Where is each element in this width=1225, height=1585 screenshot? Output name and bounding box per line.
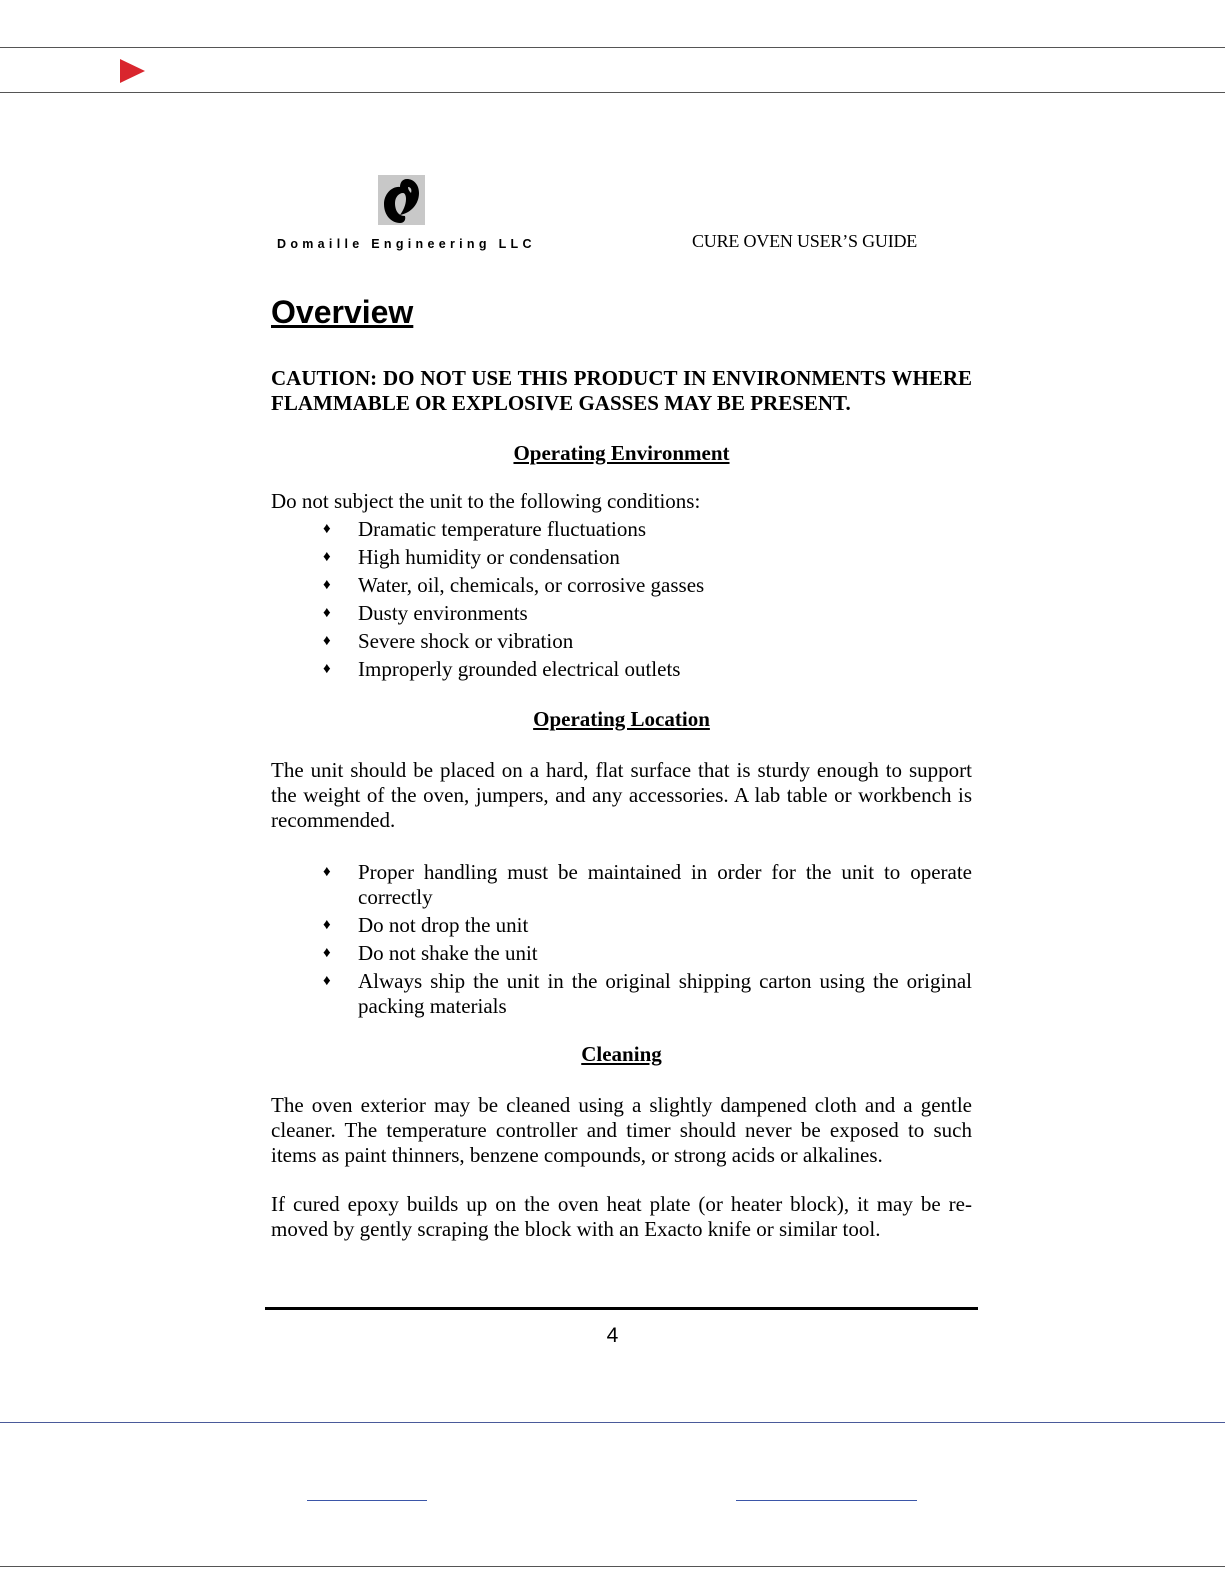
top-rule-lower (0, 92, 1225, 93)
caution-notice: CAUTION: DO NOT USE THIS PRODUCT IN ENVIRONMENTS WHERE FLAMMABLE OR EXPLOSIVE GASSES MAY BE PRESENT. (271, 366, 972, 415)
page-title: Overview (271, 294, 414, 330)
cleaning-paragraph: If cured epoxy builds up on the oven heat plate (or heater block), it may be re-moved by gently scraping the block with an Exacto knife or similar tool. (271, 1192, 972, 1241)
list-item: ♦ Improperly grounded electrical outlets (323, 657, 681, 681)
diamond-bullet-icon: ♦ (323, 521, 331, 537)
diamond-bullet-icon: ♦ (323, 633, 331, 649)
list-item: ♦ Do not drop the unit (323, 913, 529, 937)
footer-rule (265, 1307, 978, 1310)
page-number: 4 (606, 1324, 619, 1347)
diamond-bullet-icon: ♦ (323, 945, 331, 961)
list-item: ♦ Dramatic temperature fluctuations (323, 517, 647, 541)
play-arrow-icon[interactable] (120, 59, 145, 83)
diamond-bullet-icon: ♦ (323, 973, 331, 989)
conditions-list (271, 517, 972, 682)
list-item: ♦ Water, oil, chemicals, or corrosive gasses (323, 573, 705, 597)
list-item: ♦ Always ship the unit in the original shipping carton using the original packing materials (323, 969, 972, 1018)
list-item: ♦ Do not shake the unit (323, 941, 538, 965)
bottom-rule (0, 1566, 1225, 1567)
section-intro: The unit should be placed on a hard, flat surface that is sturdy enough to support the weight of the oven, jumpers, and any accessories. A lab table or workbench is recommended. (271, 758, 972, 832)
top-rule (0, 47, 1225, 48)
diamond-bullet-icon: ♦ (323, 577, 331, 593)
diamond-bullet-icon: ♦ (323, 605, 331, 621)
section-heading-operating-environment: Operating Environment (513, 441, 730, 465)
handling-list (271, 860, 972, 1019)
footer-link[interactable] (736, 1500, 917, 1501)
list-item: ♦ Proper handling must be maintained in order for the unit to operate correctly (323, 860, 972, 909)
section-heading-operating-location: Operating Location (533, 707, 710, 731)
list-item: ♦ Dusty environments (323, 601, 528, 625)
list-item: ♦ Severe shock or vibration (323, 629, 574, 653)
section-divider (0, 1422, 1225, 1423)
diamond-bullet-icon: ♦ (323, 661, 331, 677)
cleaning-paragraph: The oven exterior may be cleaned using a slightly dampened cloth and a gentle cleaner. The temperature controller and timer should never be exposed to such items as paint thinners, benzene compounds, or strong acids or alkalines. (271, 1093, 972, 1167)
domaille-logo-icon (378, 175, 425, 225)
footer-link[interactable] (307, 1500, 427, 1501)
section-heading-cleaning: Cleaning (581, 1042, 662, 1066)
company-name: Domaille Engineering LLC (277, 237, 536, 251)
list-item: ♦ High humidity or condensation (323, 545, 620, 569)
diamond-bullet-icon: ♦ (323, 917, 331, 933)
section-intro: Do not subject the unit to the following conditions: (271, 489, 701, 513)
guide-title: CURE OVEN USER’S GUIDE (692, 231, 918, 251)
diamond-bullet-icon: ♦ (323, 549, 331, 565)
diamond-bullet-icon: ♦ (323, 864, 331, 880)
